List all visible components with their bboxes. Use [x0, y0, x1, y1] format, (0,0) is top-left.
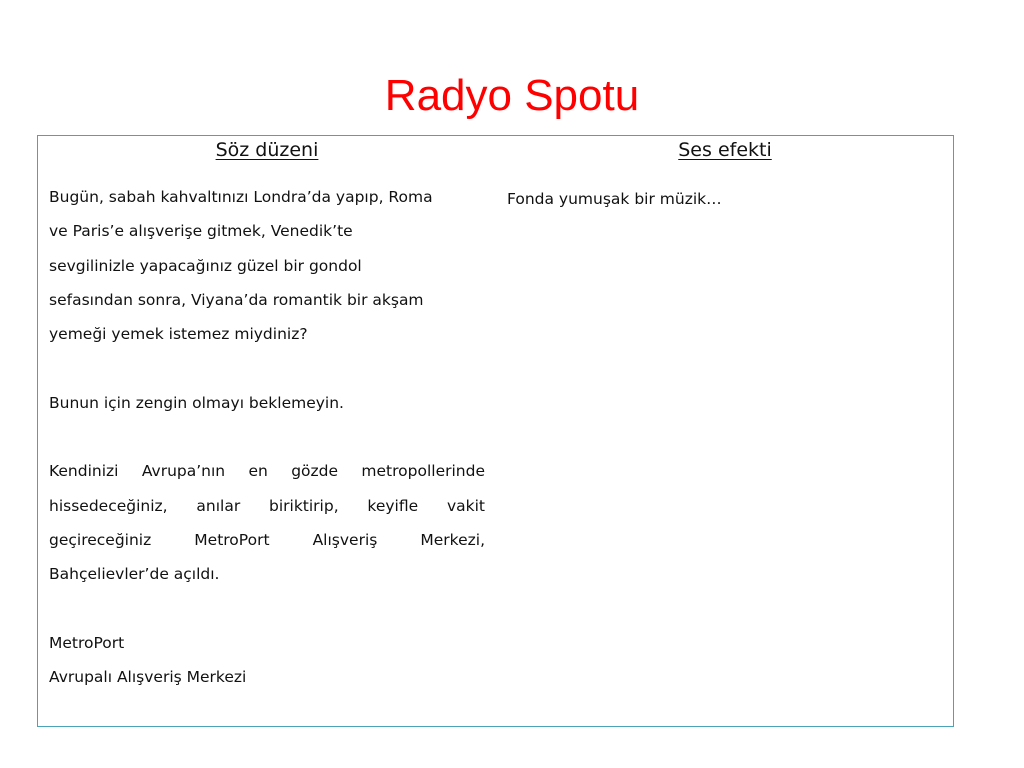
lyrics-paragraph-1: [49, 180, 485, 351]
paragraph-spacer: [49, 351, 485, 385]
lyrics-paragraph-2: Bunun için zengin olmayı beklemeyin.: [49, 393, 344, 412]
signature-tagline: Avrupalı Alışveriş Merkezi: [49, 668, 247, 687]
signature-brand: MetroPort: [49, 633, 125, 652]
lyrics-line: yemeği yemek istemez miydiniz?: [49, 325, 308, 344]
paragraph-spacer: [49, 420, 485, 454]
lyrics-line: Bugün, sabah kahvaltınızı Londra’da yapıp, Roma: [49, 188, 433, 206]
column-header-sound-effect: Ses efekti: [678, 139, 772, 161]
sound-effect-cell: Fonda yumuşak bir müzik…: [507, 190, 722, 208]
lyrics-line: sevgilinizle yapacağınız güzel bir gondol: [49, 256, 362, 275]
lyrics-paragraph-3: Kendinizi Avrupa’nın en gözde metropollerinde hissedeceğiniz, anılar biriktirip, keyifle vakit geçireceğiniz MetroPort Alışveriş Merkezi, Bahçelievler’de açıldı.: [49, 462, 485, 584]
lyrics-line: ve Paris’e alışverişe gitmek, Venedik’te: [49, 222, 353, 241]
column-header-lyrics: Söz düzeni: [215, 139, 319, 161]
paragraph-spacer: [49, 592, 485, 626]
lyrics-cell: [49, 180, 485, 694]
lyrics-signature: [49, 626, 485, 695]
slide-title: Radyo Spotu: [384, 71, 640, 120]
lyrics-line: sefasından sonra, Viyana’da romantik bir akşam: [49, 290, 424, 309]
